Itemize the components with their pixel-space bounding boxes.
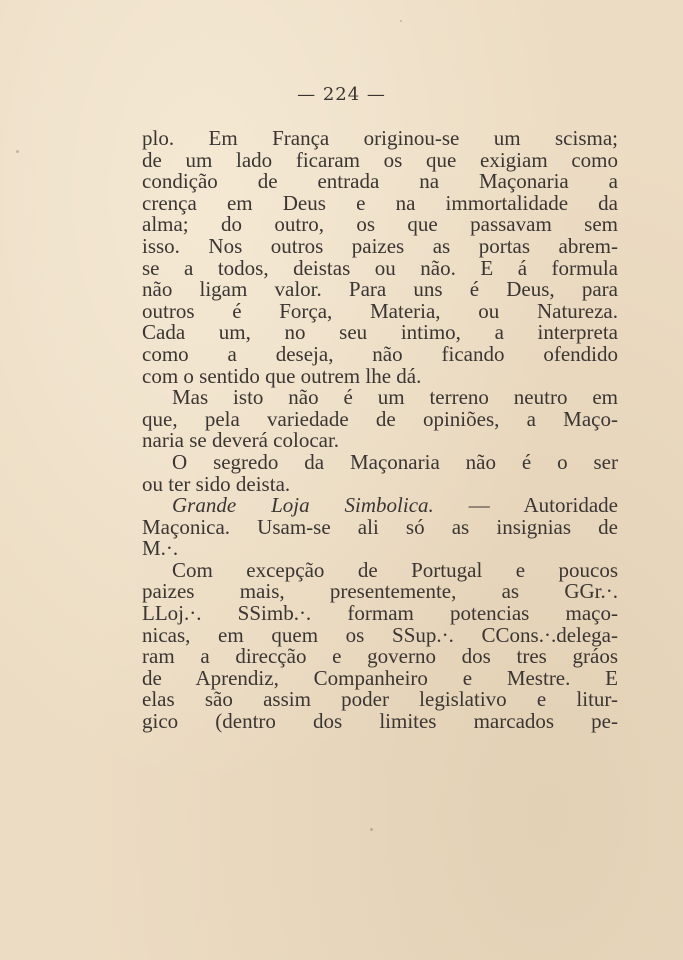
text-line: com o sentido que outrem lhe dá. <box>142 363 422 388</box>
text-line: não ligam valor. Para uns é Deus, para <box>142 277 618 302</box>
paper-speck <box>16 150 19 153</box>
body-text <box>142 128 618 733</box>
text-line-grand-lodge <box>142 495 618 517</box>
text-line: LLoj.·. SSimb.·. formam potencias maço- <box>142 601 618 626</box>
text-line: de um lado ficaram os que exigiam como <box>142 147 618 172</box>
text-line: outros é Força, Materia, ou Natureza. <box>142 298 618 323</box>
text-line: Cada um, no seu intimo, a interpreta <box>142 320 618 345</box>
text-line: ou ter sido deista. <box>142 471 291 496</box>
text-line: de Aprendiz, Companheiro e Mestre. E <box>142 665 618 690</box>
text-line: Maçonica. Usam-se ali só as insignias de <box>142 514 618 539</box>
text-line: como a deseja, não ficando ofendido <box>142 341 618 366</box>
paper-speck <box>370 828 373 831</box>
text-line: elas são assim poder legislativo e litur- <box>142 687 618 712</box>
paper-speck <box>400 20 402 22</box>
text-line: Com excepção de Portugal e poucos <box>172 557 618 582</box>
text-line: plo. Em França originou-se um scisma; <box>142 126 618 150</box>
grand-lodge-rest: — Autoridade <box>433 493 618 518</box>
text-line: gico (dentro dos limites marcados pe- <box>142 709 618 734</box>
text-line: ram a direcção e governo dos tres gráos <box>142 644 618 669</box>
text-line: condição de entrada na Maçonaria a <box>142 169 618 194</box>
page-number: — 224 — <box>297 84 386 105</box>
text-line: M.·. <box>142 536 179 561</box>
text-line: paizes mais, presentemente, as GGr.·. <box>142 579 618 604</box>
text-line: naria se deverá colocar. <box>142 428 340 453</box>
text-line: alma; do outro, os que passavam sem <box>142 212 618 237</box>
text-line: O segredo da Maçonaria não é o ser <box>172 449 618 474</box>
text-line: isso. Nos outros paizes as portas abrem- <box>142 233 618 258</box>
text-line: Mas isto não é um terreno neutro em <box>172 385 618 410</box>
text-line: nicas, em quem os SSup.·. CCons.·.delega- <box>142 622 618 647</box>
text-line: que, pela variedade de opiniões, a Maço- <box>142 406 618 431</box>
text-line: se a todos, deistas ou não. E á formula <box>142 255 618 280</box>
text-line: crença em Deus e na immortalidade da <box>142 190 618 215</box>
grand-lodge-term: Grande Loja Simbolica. <box>172 493 434 518</box>
